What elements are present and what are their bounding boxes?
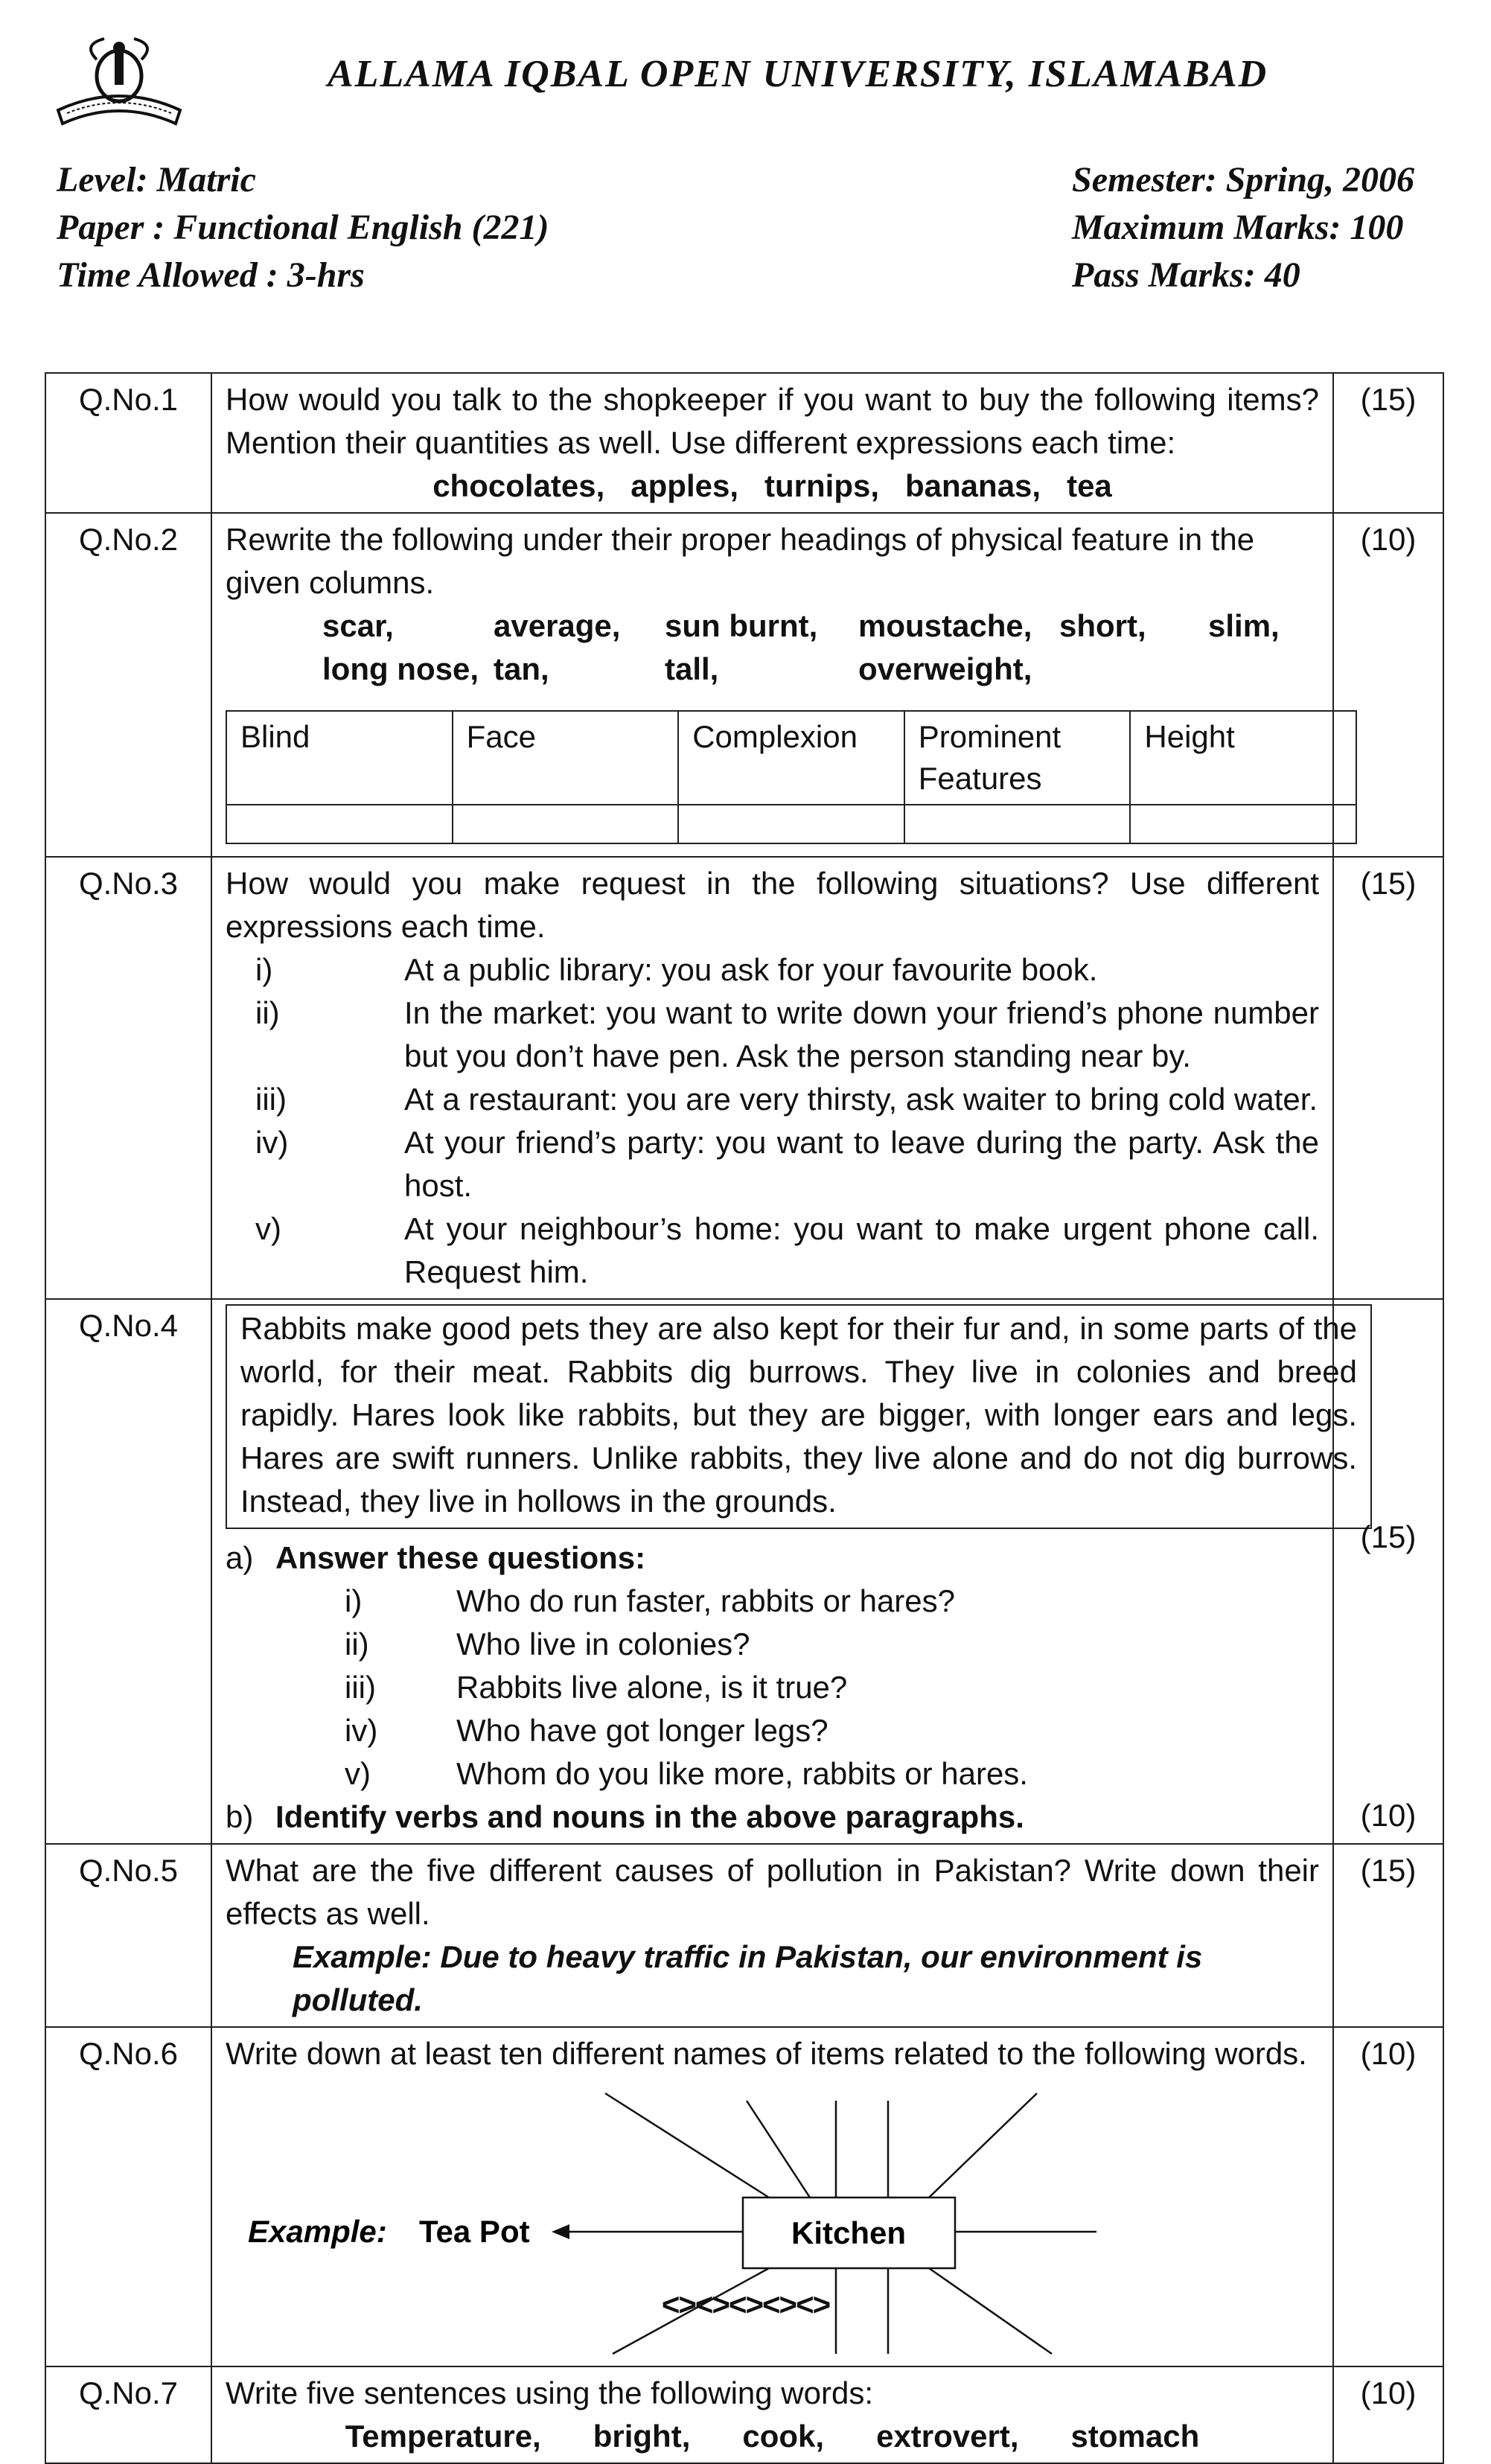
sub-item	[226, 1121, 1319, 1207]
question-marks: (10)	[1333, 2366, 1443, 2463]
questions-table	[45, 372, 1444, 2464]
time-text: Time Allowed : 3-hrs	[57, 255, 365, 295]
question-text: Rewrite the following under their proper headings of physical feature in the given columns.	[226, 522, 1255, 600]
part-title: Answer these questions:	[275, 1540, 646, 1575]
sub-item-text: At your neighbour’s home: you want to make urgent phone call. Request him.	[404, 1211, 1319, 1289]
question-row-7	[45, 2366, 1443, 2463]
university-crest-icon	[52, 30, 186, 134]
center-word: Kitchen	[791, 2215, 907, 2250]
sub-item-text: Who do run faster, rabbits or hares?	[456, 1583, 956, 1618]
question-body	[211, 373, 1333, 513]
blank-cell	[904, 805, 1131, 843]
sub-item-text: Rabbits live alone, is it true?	[456, 1670, 848, 1705]
question-number: Q.No.6	[45, 2027, 211, 2366]
header-left	[57, 156, 549, 299]
question-marks: (10)	[1333, 513, 1443, 857]
example-label: Example:	[248, 2214, 387, 2249]
sub-item-number: iii)	[255, 1082, 287, 1117]
question-marks: (15)	[1333, 373, 1443, 513]
word: sun burnt,	[665, 608, 818, 643]
question-text: How would you make request in the following situations? Use different expressions each time.	[226, 866, 1319, 944]
sub-item-text: Who live in colonies?	[456, 1627, 750, 1662]
blank-cell	[453, 805, 679, 843]
question-number: Q.No.7	[45, 2366, 211, 2463]
question-body	[211, 513, 1333, 857]
word: overweight,	[858, 651, 1032, 686]
example-text	[226, 1935, 1319, 2022]
question-number: Q.No.2	[45, 513, 211, 857]
feature-columns-table	[226, 710, 1357, 844]
part-label: b)	[226, 1799, 254, 1834]
question-number: Q.No.4	[45, 1299, 211, 1844]
semester-text: Semester: Spring, 2006	[1072, 160, 1415, 200]
sub-item-text: At a public library: you ask for your favourite book.	[404, 952, 1098, 987]
item-list: chocolates, apples, turnips, bananas, tea	[432, 468, 1112, 503]
blank-cell	[1130, 805, 1356, 843]
question-text: Write five sentences using the following words:	[226, 2375, 873, 2410]
question-number: Q.No.1	[45, 373, 211, 513]
word: tan,	[494, 651, 549, 686]
reading-passage: Rabbits make good pets they are also kept for their fur and, in some parts of the world, for their meat. Rabbits dig burrows. They live in colonies and breed rapidly. Hares look like rabbits, but they are bigger, with longer ears and legs. Hares are swift runners. Unlike rabbits, they live alone and do not dig burrows. Instead, they live in hollows in the grounds.	[226, 1304, 1372, 1529]
question-body	[211, 1844, 1333, 2027]
sub-item-text: Whom do you like more, rabbits or hares.	[456, 1756, 1028, 1791]
sub-item	[226, 948, 1319, 992]
sub-item-number: ii)	[255, 995, 280, 1030]
sub-item-text: In the market: you want to write down your friend’s phone number but you don’t have pen. Ask the person standing near by.	[404, 995, 1319, 1073]
word: scar,	[322, 608, 394, 643]
marks-part-a: (15)	[1360, 1519, 1417, 1554]
example-sentence: Example: Due to heavy traffic in Pakistan, our environment is polluted.	[293, 1939, 1203, 2017]
question-number: Q.No.5	[45, 1844, 211, 2027]
question-row-2	[45, 513, 1443, 857]
end-marker: <><><><><>	[661, 2287, 830, 2322]
sub-item	[226, 1078, 1319, 1121]
column-header: Prominent Features	[904, 711, 1131, 805]
word: moustache,	[858, 608, 1032, 643]
blank-answer-row	[226, 805, 1356, 843]
word-list: Temperature, bright, cook, extrovert, stomach	[345, 2419, 1200, 2454]
arrow-head-icon	[552, 2224, 569, 2239]
pass-marks-text: Pass Marks: 40	[1072, 255, 1300, 295]
spoke-line	[605, 2093, 769, 2198]
question-text: How would you talk to the shopkeeper if you want to buy the following items? Mention their quantities as well. Use different expressions each time:	[226, 382, 1319, 460]
part-title: Identify verbs and nouns in the above paragraphs.	[275, 1799, 1024, 1834]
question-body	[211, 2366, 1333, 2463]
word: short,	[1059, 608, 1146, 643]
sub-item-number: iii)	[345, 1670, 376, 1705]
sub-item	[226, 1580, 1319, 1623]
question-number: Q.No.3	[45, 857, 211, 1299]
word: slim,	[1208, 608, 1280, 643]
question-row-5	[45, 1844, 1443, 2027]
question-marks: (15)	[1333, 857, 1443, 1299]
blank-cell	[226, 805, 453, 843]
word: average,	[494, 608, 621, 643]
sub-item	[226, 1709, 1319, 1752]
question-row-1	[45, 373, 1443, 513]
paper-text: Paper : Functional English (221)	[57, 208, 549, 247]
sub-item-text: At your friend’s party: you want to leave during the party. Ask the host.	[404, 1125, 1319, 1203]
column-header: Face	[453, 711, 679, 805]
word-grid	[226, 604, 1319, 691]
part-a-heading	[226, 1536, 1319, 1580]
sub-item	[226, 1623, 1319, 1666]
word: long nose,	[322, 651, 479, 686]
sub-item-number: iv)	[255, 1125, 289, 1160]
question-text: Write down at least ten different names of items related to the following words.	[226, 2036, 1307, 2071]
spoke-line	[747, 2101, 810, 2198]
university-name: ALLAMA IQBAL OPEN UNIVERSITY, ISLAMABAD	[328, 53, 1268, 95]
sub-item	[226, 1752, 1319, 1796]
max-marks-text: Maximum Marks: 100	[1072, 208, 1404, 247]
question-marks	[1333, 1299, 1443, 1844]
question-text: What are the five different causes of pollution in Pakistan? Write down their effects as well.	[226, 1853, 1319, 1931]
question-body	[211, 1299, 1357, 1844]
sub-item	[226, 1666, 1319, 1709]
question-marks: (10)	[1333, 2027, 1443, 2366]
sub-item-number: iv)	[345, 1713, 378, 1748]
column-header: Height	[1130, 711, 1356, 805]
question-marks: (15)	[1333, 1844, 1443, 2027]
blank-cell	[678, 805, 904, 843]
word: tall,	[665, 651, 719, 686]
sub-item-number: v)	[345, 1756, 371, 1791]
column-header: Blind	[226, 711, 453, 805]
sub-item	[226, 992, 1319, 1078]
spoke-line	[929, 2093, 1037, 2198]
sub-item-number: ii)	[345, 1627, 369, 1662]
example-value: Tea Pot	[419, 2214, 530, 2249]
sub-item-number: i)	[255, 952, 273, 987]
header-right	[1072, 156, 1414, 299]
sub-item-number: i)	[345, 1583, 363, 1618]
column-header-row	[226, 711, 1356, 805]
part-b-heading	[226, 1796, 1319, 1839]
question-row-4	[45, 1299, 1443, 1844]
sub-item-text: Who have got longer legs?	[456, 1713, 828, 1748]
level-text: Level: Matric	[57, 160, 256, 200]
question-body	[211, 857, 1333, 1299]
question-row-3	[45, 857, 1443, 1299]
sub-item-text: At a restaurant: you are very thirsty, ask waiter to bring cold water.	[404, 1082, 1318, 1117]
column-header: Complexion	[678, 711, 904, 805]
sub-item-number: v)	[255, 1211, 281, 1246]
sub-item	[226, 1207, 1319, 1294]
part-label: a)	[226, 1540, 254, 1575]
marks-part-b: (10)	[1360, 1798, 1417, 1833]
